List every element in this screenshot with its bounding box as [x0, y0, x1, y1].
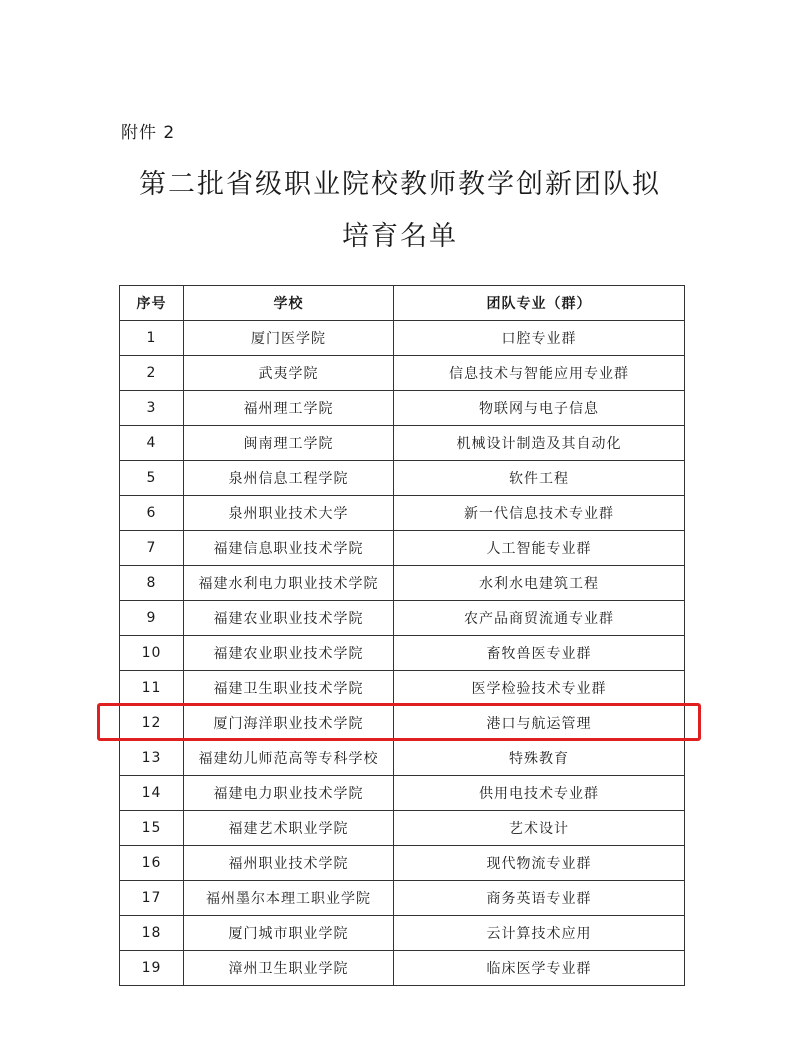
cell-major: 机械设计制造及其自动化 — [394, 426, 685, 461]
document-title-line2: 培育名单 — [342, 221, 458, 252]
cell-no: 13 — [120, 741, 184, 776]
cell-no: 11 — [120, 671, 184, 706]
cell-school: 泉州职业技术大学 — [184, 496, 394, 531]
cell-no: 9 — [120, 601, 184, 636]
cell-no: 5 — [120, 461, 184, 496]
cell-no: 4 — [120, 426, 184, 461]
table-header-row — [120, 286, 685, 321]
cell-no: 19 — [120, 951, 184, 986]
cell-school: 福建幼儿师范高等专科学校 — [184, 741, 394, 776]
table-row — [120, 461, 685, 496]
cell-no: 12 — [120, 706, 184, 741]
table-row — [120, 811, 685, 846]
table-row — [120, 601, 685, 636]
cell-school: 福建信息职业技术学院 — [184, 531, 394, 566]
cell-no: 1 — [120, 321, 184, 356]
cell-school: 福建卫生职业技术学院 — [184, 671, 394, 706]
cell-major: 畜牧兽医专业群 — [394, 636, 685, 671]
cell-school: 福建电力职业技术学院 — [184, 776, 394, 811]
table-row — [120, 671, 685, 706]
table-row — [120, 496, 685, 531]
cell-school: 福州墨尔本理工职业学院 — [184, 881, 394, 916]
cell-school: 福州职业技术学院 — [184, 846, 394, 881]
cell-no: 7 — [120, 531, 184, 566]
cell-no: 16 — [120, 846, 184, 881]
table-row — [120, 916, 685, 951]
header-school: 学校 — [184, 286, 394, 321]
table-row — [120, 951, 685, 986]
cell-school: 武夷学院 — [184, 356, 394, 391]
cell-major: 云计算技术应用 — [394, 916, 685, 951]
table-row — [120, 776, 685, 811]
cell-major: 人工智能专业群 — [394, 531, 685, 566]
cell-no: 17 — [120, 881, 184, 916]
table-row — [120, 426, 685, 461]
document-title-line1: 第二批省级职业院校教师教学创新团队拟 — [139, 169, 661, 200]
cell-school: 闽南理工学院 — [184, 426, 394, 461]
cell-school: 厦门海洋职业技术学院 — [184, 706, 394, 741]
table-row — [120, 321, 685, 356]
table-row — [120, 881, 685, 916]
cell-major: 特殊教育 — [394, 741, 685, 776]
cell-no: 14 — [120, 776, 184, 811]
table-row-highlighted — [120, 706, 685, 741]
cell-school: 泉州信息工程学院 — [184, 461, 394, 496]
cell-major: 商务英语专业群 — [394, 881, 685, 916]
cell-no: 15 — [120, 811, 184, 846]
cell-no: 6 — [120, 496, 184, 531]
cell-major: 农产品商贸流通专业群 — [394, 601, 685, 636]
cell-school: 福建农业职业技术学院 — [184, 601, 394, 636]
cell-major: 现代物流专业群 — [394, 846, 685, 881]
cell-major: 临床医学专业群 — [394, 951, 685, 986]
cell-major: 医学检验技术专业群 — [394, 671, 685, 706]
cell-major: 水利水电建筑工程 — [394, 566, 685, 601]
cell-major: 港口与航运管理 — [394, 706, 685, 741]
cell-major: 信息技术与智能应用专业群 — [394, 356, 685, 391]
header-no: 序号 — [120, 286, 184, 321]
cell-school: 福建水利电力职业技术学院 — [184, 566, 394, 601]
table-row — [120, 636, 685, 671]
cell-no: 10 — [120, 636, 184, 671]
cell-school: 福建艺术职业学院 — [184, 811, 394, 846]
cell-school: 厦门医学院 — [184, 321, 394, 356]
cell-school: 福建农业职业技术学院 — [184, 636, 394, 671]
table-row — [120, 741, 685, 776]
table-row — [120, 531, 685, 566]
team-list-table — [119, 285, 685, 986]
cell-school: 漳州卫生职业学院 — [184, 951, 394, 986]
table-row — [120, 846, 685, 881]
cell-major: 艺术设计 — [394, 811, 685, 846]
cell-major: 口腔专业群 — [394, 321, 685, 356]
cell-major: 物联网与电子信息 — [394, 391, 685, 426]
cell-no: 3 — [120, 391, 184, 426]
cell-school: 厦门城市职业学院 — [184, 916, 394, 951]
table-row — [120, 356, 685, 391]
cell-no: 2 — [120, 356, 184, 391]
cell-school: 福州理工学院 — [184, 391, 394, 426]
cell-major: 软件工程 — [394, 461, 685, 496]
table-row — [120, 566, 685, 601]
cell-no: 18 — [120, 916, 184, 951]
cell-major: 供用电技术专业群 — [394, 776, 685, 811]
table-row — [120, 391, 685, 426]
header-major: 团队专业（群） — [394, 286, 685, 321]
attachment-label: 附件 2 — [121, 123, 176, 143]
cell-major: 新一代信息技术专业群 — [394, 496, 685, 531]
cell-no: 8 — [120, 566, 184, 601]
